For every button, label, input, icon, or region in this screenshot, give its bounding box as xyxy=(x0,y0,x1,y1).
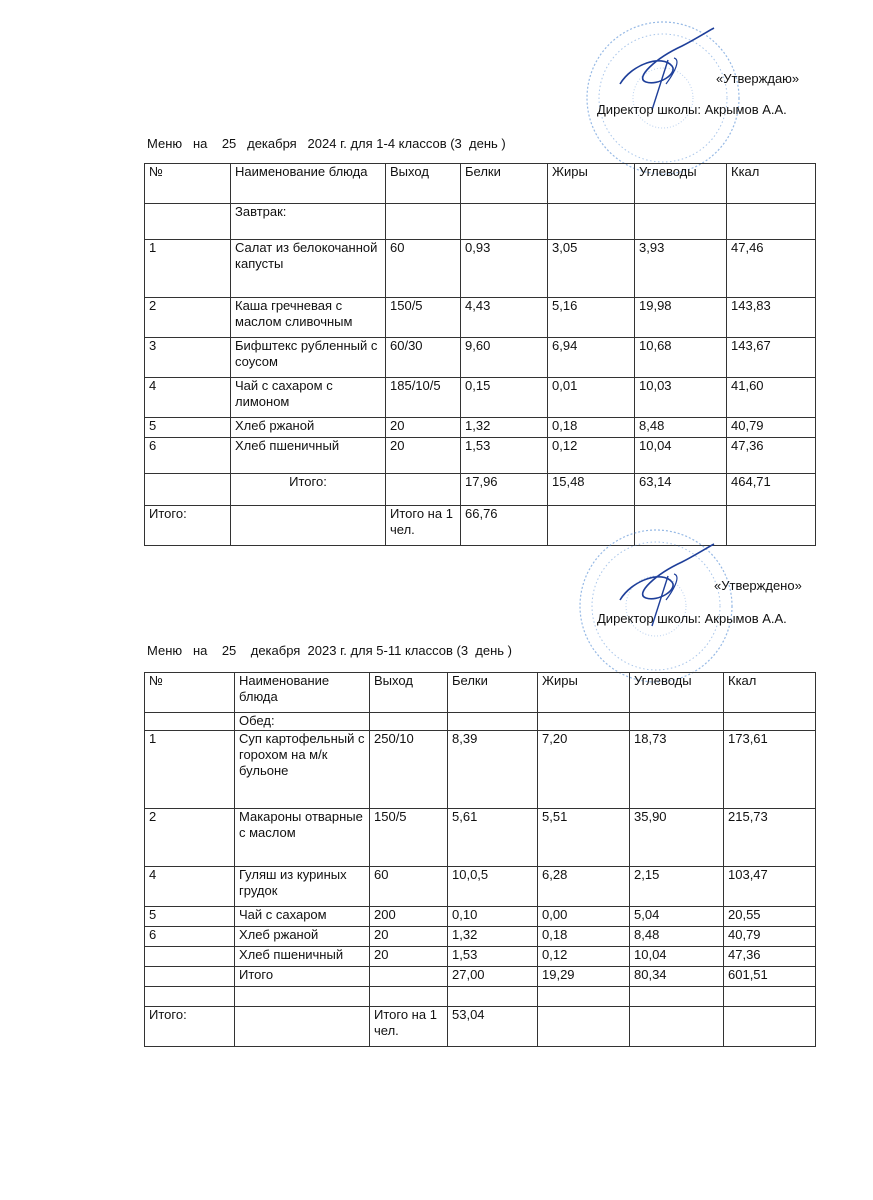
table-row: 6 Хлеб пшеничный 20 1,53 0,12 10,04 47,36 xyxy=(145,438,816,474)
subtotal-row: Итого 27,00 19,29 80,34 601,51 xyxy=(145,967,816,987)
table-row: 3 Бифштекс рубленный с соусом 60/30 9,60 6,94 10,68 143,67 xyxy=(145,338,816,378)
table-header-row xyxy=(145,673,816,713)
total-value: 66,76 xyxy=(461,506,548,546)
table-header-row xyxy=(145,164,816,204)
menu-table-2 xyxy=(144,672,816,1047)
meal-row xyxy=(145,713,816,731)
table-row: 4 Гуляш из куриных грудок 60 10,0,5 6,28 2,15 103,47 xyxy=(145,867,816,907)
table-row: 1 Суп картофельный с горохом на м/к бульоне 250/10 8,39 7,20 18,73 173,61 xyxy=(145,731,816,809)
director-name: Директор школы: Акрымов А.А. xyxy=(597,611,787,626)
approval-header: «Утверждено» xyxy=(714,578,802,593)
per-person-label: Итого на 1 чел. xyxy=(386,506,461,546)
director-signature-icon xyxy=(612,24,722,114)
table-row: Хлеб пшеничный 20 1,53 0,12 10,04 47,36 xyxy=(145,947,816,967)
subtotal-label: Итого: xyxy=(231,474,386,506)
meal-label: Завтрак: xyxy=(231,204,386,240)
table-row: 5 Хлеб ржаной 20 1,32 0,18 8,48 40,79 xyxy=(145,418,816,438)
menu-title: Меню на 25 декабря 2024 г. для 1-4 классов (3 день ) xyxy=(147,136,506,151)
meal-label: Обед: xyxy=(235,713,370,731)
director-name: Директор школы: Акрымов А.А. xyxy=(597,102,787,117)
header-cell: Наименование блюда xyxy=(235,673,370,713)
header-cell: Белки xyxy=(448,673,538,713)
header-cell: № xyxy=(145,164,231,204)
table-row: 2 Каша гречневая с маслом сливочным 150/5 4,43 5,16 19,98 143,83 xyxy=(145,298,816,338)
total-label: Итого: xyxy=(145,1007,235,1047)
total-row xyxy=(145,1007,816,1047)
meal-row xyxy=(145,204,816,240)
table-row: 1 Салат из белокочанной капусты 60 0,93 3,05 3,93 47,46 xyxy=(145,240,816,298)
header-cell: Ккал xyxy=(724,673,816,713)
subtotal-row: Итого: 17,96 15,48 63,14 464,71 xyxy=(145,474,816,506)
table-row: 5 Чай с сахаром 200 0,10 0,00 5,04 20,55 xyxy=(145,907,816,927)
header-cell: Выход xyxy=(370,673,448,713)
header-cell: № xyxy=(145,673,235,713)
table-row: 6 Хлеб ржаной 20 1,32 0,18 8,48 40,79 xyxy=(145,927,816,947)
total-label: Итого: xyxy=(145,506,231,546)
header-cell: Белки xyxy=(461,164,548,204)
total-value: 53,04 xyxy=(448,1007,538,1047)
header-cell: Ккал xyxy=(727,164,816,204)
menu-table-1 xyxy=(144,163,816,546)
header-cell: Жиры xyxy=(538,673,630,713)
empty-row xyxy=(145,987,816,1007)
approval-header: «Утверждаю» xyxy=(716,71,800,86)
table-row: 2 Макароны отварные с маслом 150/5 5,61 5,51 35,90 215,73 xyxy=(145,809,816,867)
menu-title: Меню на 25 декабря 2023 г. для 5-11 классов (3 день ) xyxy=(147,643,512,658)
subtotal-label: Итого xyxy=(235,967,370,987)
header-cell: Жиры xyxy=(548,164,635,204)
header-cell: Углеводы xyxy=(635,164,727,204)
header-cell: Углеводы xyxy=(630,673,724,713)
header-cell: Выход xyxy=(386,164,461,204)
table-row: 4 Чай с сахаром с лимоном 185/10/5 0,15 0,01 10,03 41,60 xyxy=(145,378,816,418)
header-cell: Наименование блюда xyxy=(231,164,386,204)
per-person-label: Итого на 1 чел. xyxy=(370,1007,448,1047)
